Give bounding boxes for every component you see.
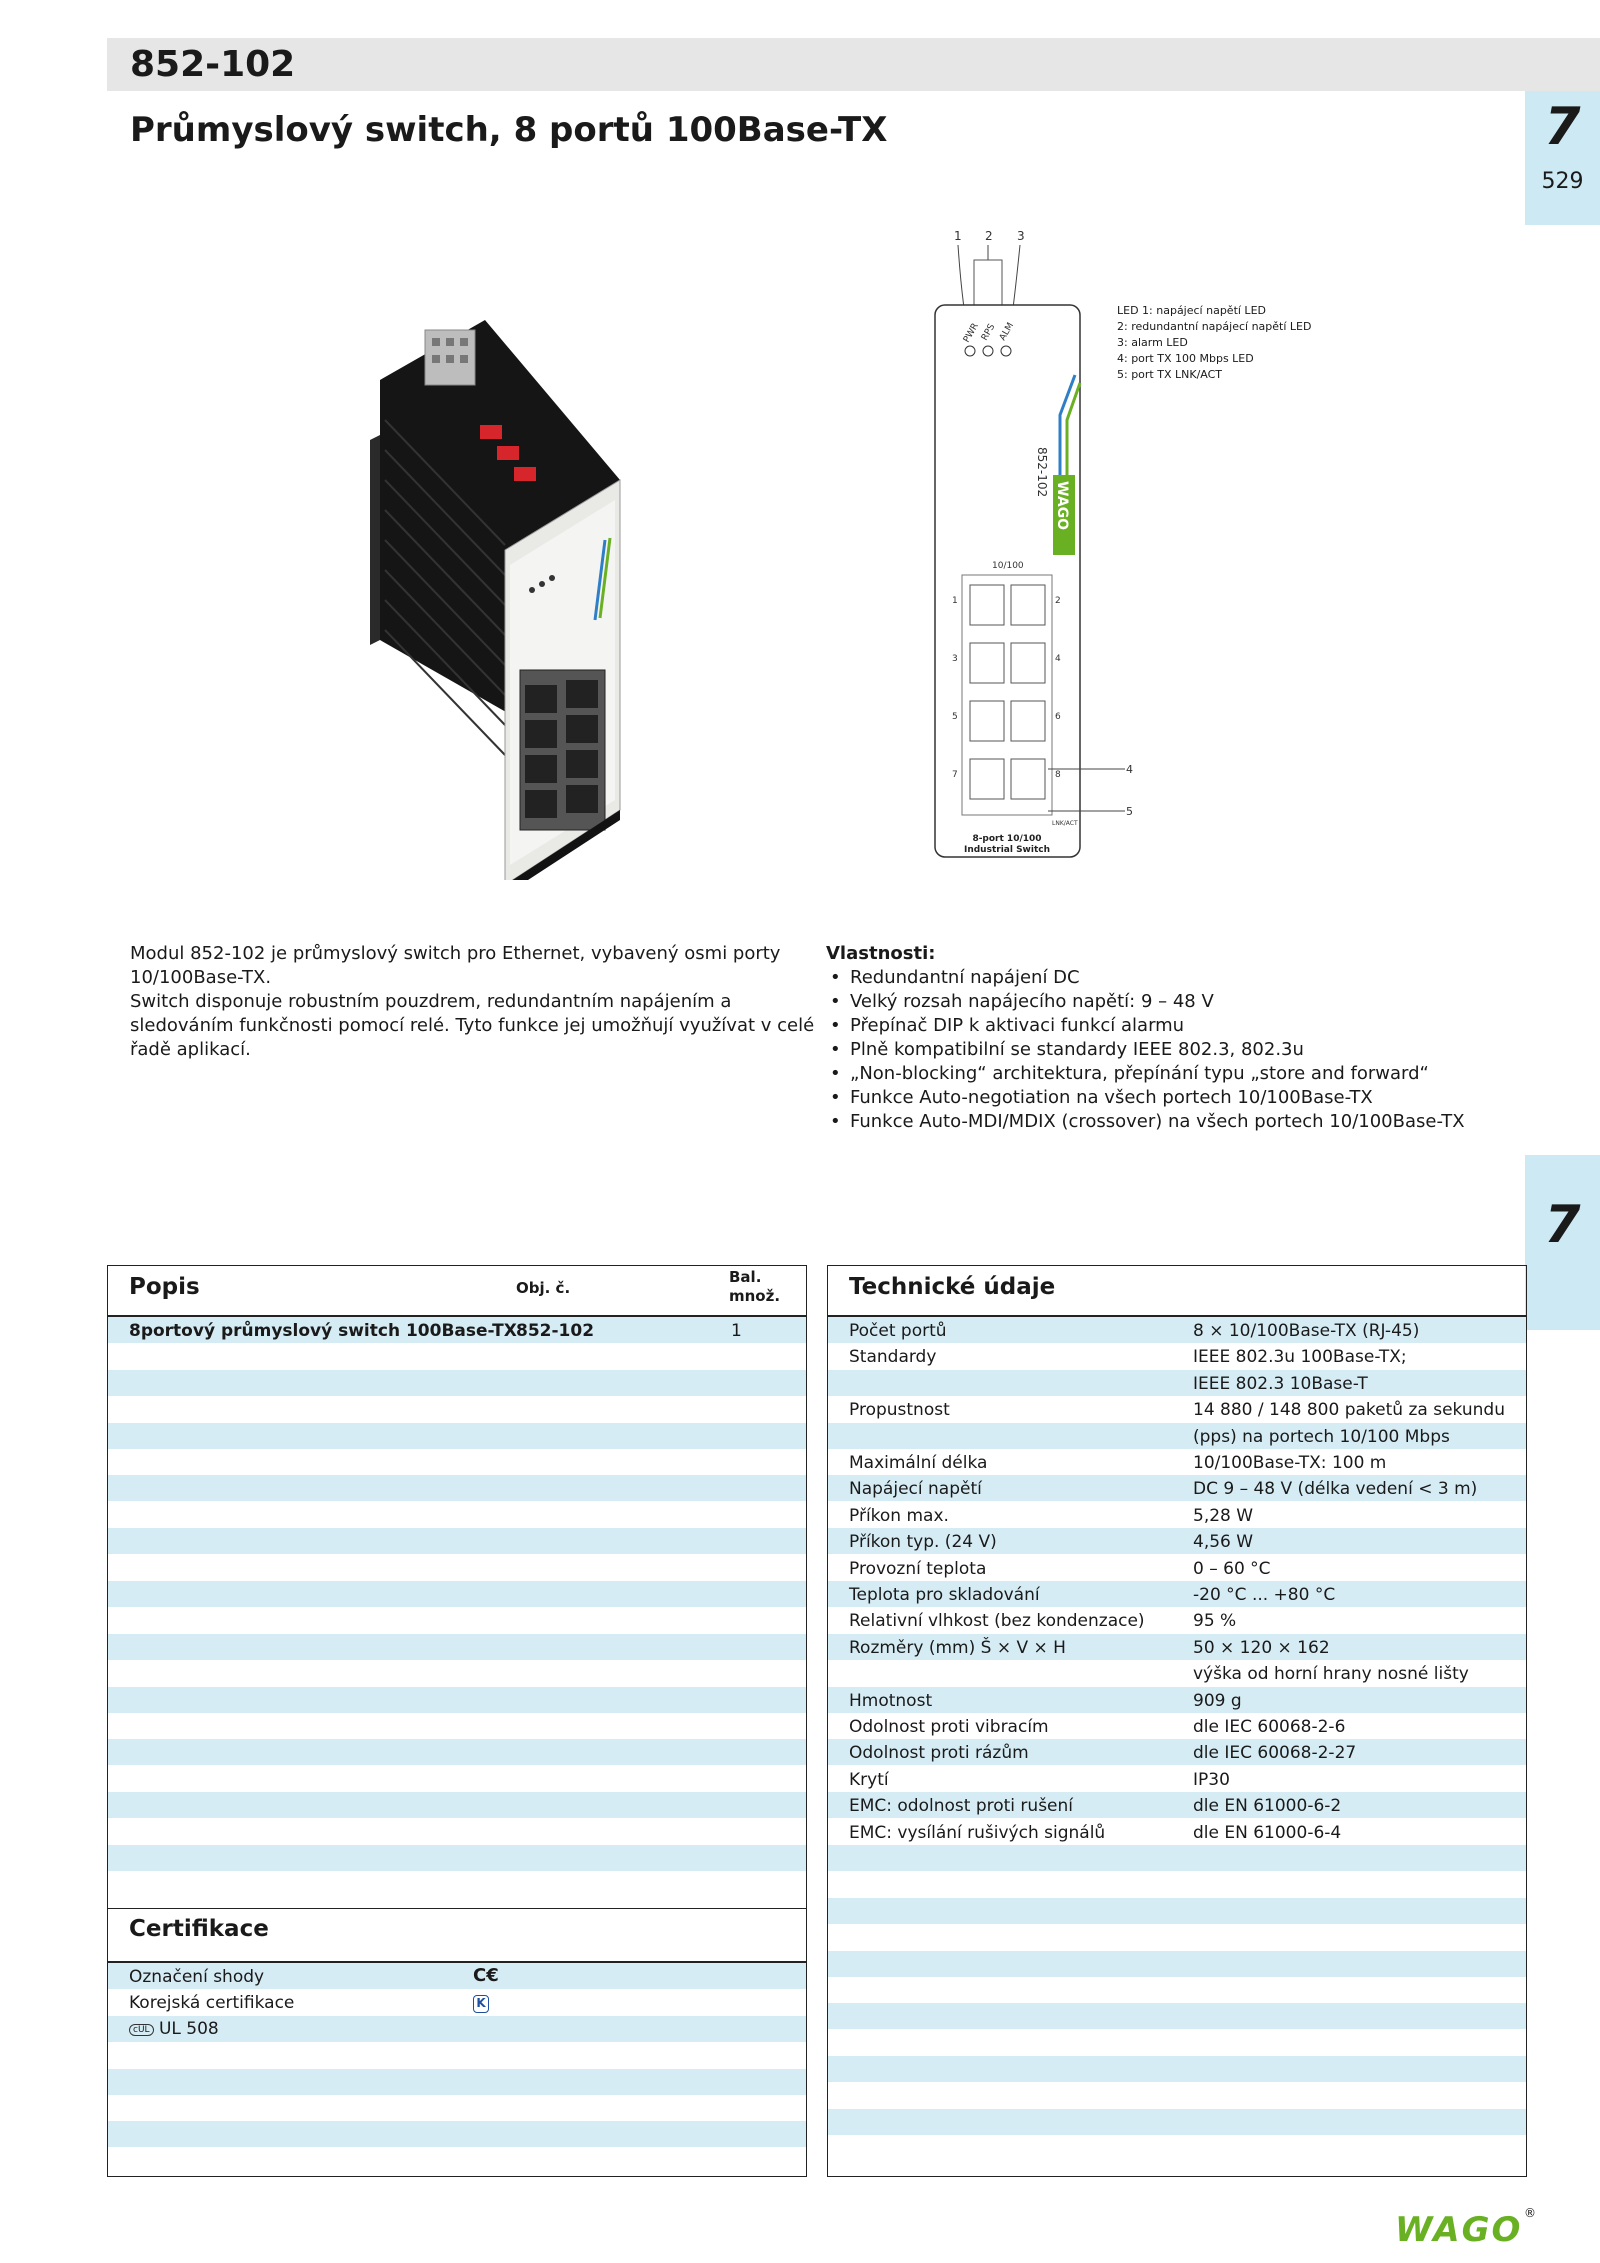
tech-row-value: 8 × 10/100Base-TX (RJ-45): [1193, 1321, 1420, 1341]
tech-heading: Technické údaje: [849, 1274, 1056, 1300]
order-col-obj: Obj. č.: [516, 1279, 571, 1297]
features-heading: Vlastnosti:: [826, 943, 936, 964]
tech-row-value: 909 g: [1193, 1690, 1242, 1711]
cert-top-rule: [107, 1908, 807, 1909]
table-stripe: [108, 1528, 806, 1554]
tech-row-label: Maximální délka: [849, 1453, 988, 1473]
tech-row-value: -20 °C ... +80 °C: [1193, 1585, 1336, 1605]
features-list: [826, 966, 1546, 1134]
tech-row-label: Propustnost: [849, 1400, 950, 1421]
table-stripe: [108, 1475, 806, 1501]
tech-row-value: 0 – 60 °C: [1193, 1558, 1271, 1579]
tech-row-value: 50 × 120 × 162: [1193, 1637, 1330, 1658]
order-heading: Popis: [129, 1274, 200, 1300]
port-num-7: 7: [952, 770, 958, 780]
description-p1: Modul 852-102 je průmyslový switch pro Ethernet, vybavený osmi porty 10/100Base-TX.: [130, 943, 781, 988]
led-label-pwr: PWR: [961, 321, 981, 345]
legend-item: 3: alarm LED: [1117, 336, 1188, 349]
tech-row-label: Hmotnost: [849, 1690, 933, 1711]
tech-row-value: 10/100Base-TX: 100 m: [1193, 1453, 1387, 1473]
feature-item: • Redundantní napájení DC: [826, 966, 1546, 990]
legend-item: LED 1: napájecí napětí LED: [1117, 304, 1266, 317]
feature-item: • Přepínač DIP k aktivaci funkcí alarmu: [826, 1014, 1546, 1038]
cul-us-mark-icon: cUL: [129, 2024, 154, 2036]
page-title: Průmyslový switch, 8 portů 100Base-TX: [130, 110, 888, 150]
led-label-alm: ALM: [997, 321, 1017, 343]
table-stripe: [828, 2003, 1526, 2029]
ce-mark-icon: C€: [473, 1965, 499, 1986]
diagram-num-3: 3: [1017, 229, 1025, 243]
legend-item: 4: port TX 100 Mbps LED: [1117, 352, 1254, 365]
table-stripe: [108, 1739, 806, 1765]
wago-logo: WAGO: [1395, 2210, 1523, 2250]
table-stripe: [108, 2121, 806, 2147]
header-bar: [107, 38, 1600, 91]
tech-row-label: Počet portů: [849, 1321, 947, 1341]
cert-ul: [129, 2019, 219, 2039]
tech-row-value: výška od horní hrany nosné lišty: [1193, 1664, 1469, 1685]
diagram-model: 852-102: [1035, 447, 1049, 498]
table-stripe: [108, 1792, 806, 1818]
diagram-footer-1: 8-port 10/100: [972, 834, 1042, 844]
chapter-number-side: 7: [1544, 1195, 1581, 1255]
cert-label-ul: UL 508: [158, 2019, 219, 2039]
chapter-tab-top: [1525, 91, 1600, 225]
product-code: 852-102: [130, 44, 296, 85]
diagram-num-2: 2: [985, 229, 993, 243]
table-stripe: [828, 1687, 1526, 1713]
legend-item: 5: port TX LNK/ACT: [1117, 368, 1223, 381]
tech-row-label: Příkon typ. (24 V): [849, 1532, 997, 1553]
port-num-4: 4: [1055, 654, 1061, 664]
feature-item: • „Non-blocking“ architektura, přepínání typu „store and forward“: [826, 1062, 1546, 1086]
port-num-3: 3: [952, 654, 958, 664]
tech-row-label: Odolnost proti rázům: [849, 1743, 1029, 1764]
callout-4: 4: [1126, 763, 1133, 776]
port-num-2: 2: [1055, 596, 1061, 606]
cert-label-ce: Označení shody: [129, 1967, 265, 1987]
table-stripe: [828, 1370, 1526, 1396]
table-stripe: [108, 1581, 806, 1607]
tech-row-label: Příkon max.: [849, 1505, 949, 1526]
table-stripe: [828, 2056, 1526, 2082]
table-stripe: [108, 1634, 806, 1660]
port-num-6: 6: [1055, 712, 1061, 722]
tech-row-label: Standardy: [849, 1347, 937, 1368]
table-stripe: [828, 1951, 1526, 1977]
tech-row-value: 5,28 W: [1193, 1505, 1254, 1526]
order-col-bal: Bal. množ.: [729, 1268, 781, 1305]
cert-label-kc: Korejská certifikace: [129, 1993, 295, 2013]
tech-row-label: EMC: odolnost proti rušení: [849, 1796, 1074, 1817]
order-row-qty: 1: [731, 1321, 742, 1341]
product-photo: [360, 300, 640, 880]
tech-row-label: Teplota pro skladování: [849, 1585, 1040, 1605]
tech-row-label: Provozní teplota: [849, 1558, 987, 1579]
port-num-8: 8: [1055, 770, 1061, 780]
tech-row-label: Odolnost proti vibracím: [849, 1717, 1049, 1737]
table-stripe: [108, 1845, 806, 1871]
tech-row-value: dle IEC 60068-2-6: [1193, 1717, 1346, 1737]
tech-row-value: IP30: [1193, 1769, 1230, 1790]
features: [826, 942, 1546, 1134]
led-label-rps: RPS: [979, 322, 998, 343]
page-number: 529: [1541, 169, 1584, 194]
diagram-legend: [1117, 303, 1311, 383]
tech-row-value: 14 880 / 148 800 paketů za sekundu: [1193, 1400, 1505, 1421]
registered-mark: ®: [1524, 2206, 1536, 2220]
table-stripe: [108, 1423, 806, 1449]
chapter-tab-side: [1525, 1155, 1600, 1330]
diagram-num-1: 1: [954, 229, 962, 243]
tech-row-label: Relativní vlhkost (bez kondenzace): [849, 1611, 1145, 1632]
tech-row-label: Rozměry (mm) Š × V × H: [849, 1637, 1066, 1658]
legend-item: 2: redundantní napájecí napětí LED: [1117, 320, 1312, 333]
tech-row-value: dle EN 61000-6-4: [1193, 1822, 1342, 1843]
diagram-wago-logo: WAGO: [1054, 481, 1070, 531]
tech-row-value: 95 %: [1193, 1611, 1237, 1632]
diagram-speed: 10/100: [992, 561, 1024, 571]
cert-header-rule: [107, 1961, 807, 1963]
description-p2: Switch disponuje robustním pouzdrem, redundantním napájením a sledováním funkčnosti pomocí relé. Tyto funkce jej umožňují využívat v celé řadě aplikací.: [130, 991, 815, 1060]
tech-row-label: Napájecí napětí: [849, 1479, 982, 1500]
table-stripe: [108, 1370, 806, 1396]
table-stripe: [108, 2069, 806, 2095]
tech-row-value: IEEE 802.3u 100Base-TX;: [1193, 1347, 1407, 1368]
order-row-obj: 852-102: [516, 1321, 595, 1341]
tech-header-rule: [827, 1315, 1527, 1317]
tech-row-value: DC 9 – 48 V (délka vedení < 3 m): [1193, 1479, 1478, 1500]
description: [130, 942, 820, 1062]
table-stripe: [828, 1898, 1526, 1924]
tech-row-value: dle EN 61000-6-2: [1193, 1796, 1342, 1817]
lnk-act-label: LNK/ACT: [1052, 820, 1078, 827]
port-num-1: 1: [952, 596, 958, 606]
order-header-rule: [107, 1315, 807, 1317]
order-row-desc: 8portový průmyslový switch 100Base-TX: [129, 1321, 517, 1341]
callout-5: 5: [1126, 805, 1133, 818]
cert-heading: Certifikace: [129, 1916, 269, 1942]
diagram-footer-2: Industrial Switch: [963, 845, 1051, 855]
tech-row-label: EMC: vysílání rušivých signálů: [849, 1822, 1106, 1843]
tech-row-label: Krytí: [849, 1769, 889, 1790]
table-stripe: [828, 2109, 1526, 2135]
feature-item: • Velký rozsah napájecího napětí: 9 – 48 V: [826, 990, 1546, 1014]
feature-item: • Funkce Auto-MDI/MDIX (crossover) na všech portech 10/100Base-TX: [826, 1110, 1546, 1134]
chapter-number: 7: [1544, 97, 1581, 157]
table-stripe: [108, 1687, 806, 1713]
tech-row-value: 4,56 W: [1193, 1532, 1254, 1553]
table-stripe: [828, 1845, 1526, 1871]
kc-mark-icon: K: [473, 1995, 489, 2013]
feature-item: • Plně kompatibilní se standardy IEEE 802.3, 802.3u: [826, 1038, 1546, 1062]
port-num-5: 5: [952, 712, 958, 722]
tech-row-value: dle IEC 60068-2-27: [1193, 1743, 1357, 1764]
feature-item: • Funkce Auto-negotiation na všech portech 10/100Base-TX: [826, 1086, 1546, 1110]
tech-row-value: (pps) na portech 10/100 Mbps: [1193, 1426, 1450, 1447]
tech-row-value: IEEE 802.3 10Base-T: [1193, 1373, 1368, 1394]
